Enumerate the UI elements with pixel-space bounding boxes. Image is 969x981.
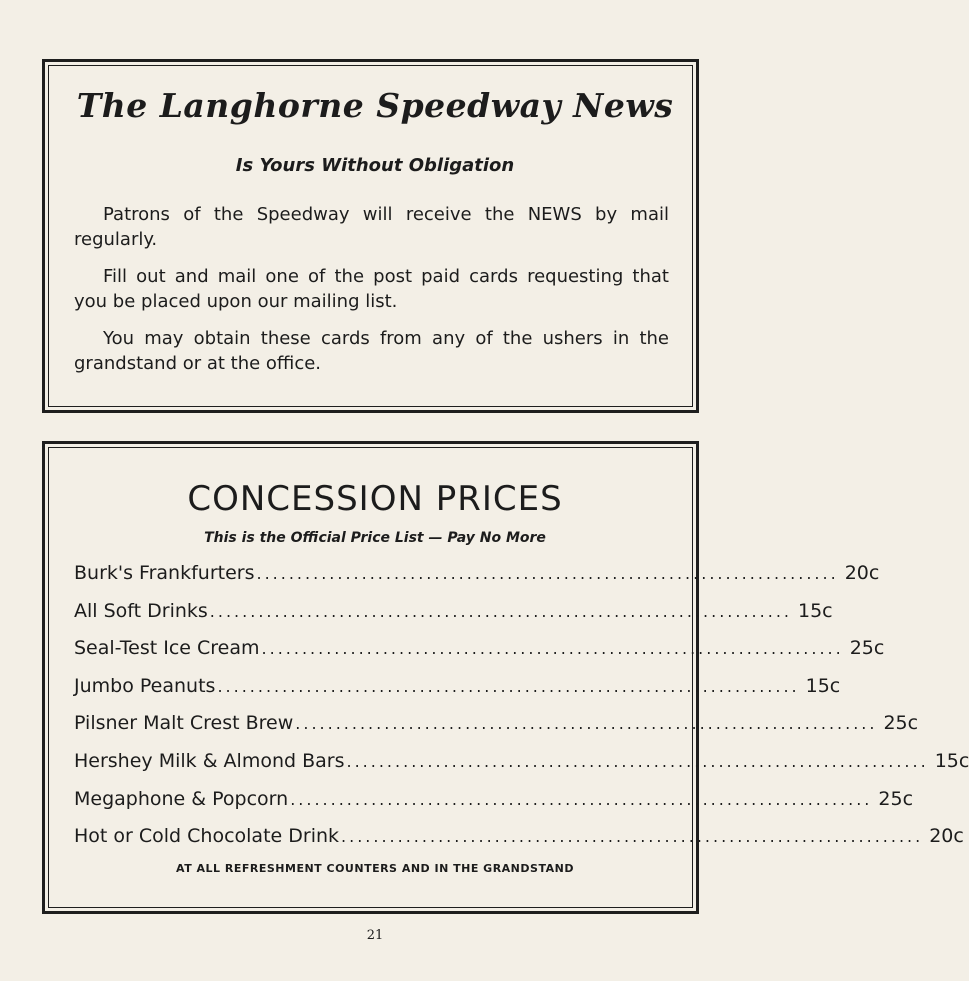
dot-leader: ........................................................................ <box>341 827 924 847</box>
item-name: Megaphone & Popcorn <box>74 787 289 810</box>
dot-leader: ........................................................................ <box>295 714 878 734</box>
item-name: Hot or Cold Chocolate Drink <box>74 825 340 848</box>
item-price: 15c <box>934 749 969 772</box>
price-row <box>74 825 964 863</box>
price-row <box>74 674 841 713</box>
price-row <box>74 599 833 638</box>
item-price: 25c <box>883 712 919 735</box>
item-price: 25c <box>878 787 914 810</box>
price-row <box>74 749 969 788</box>
concession-subtitle: This is the Official Price List — Pay No More <box>204 530 546 546</box>
dot-leader: ........................................................................ <box>209 601 792 621</box>
price-row <box>74 637 885 675</box>
item-name: Burk's Frankfurters <box>74 562 255 584</box>
dot-leader: ........................................................................ <box>261 639 844 659</box>
news-paragraph: Patrons of the Speedway will receive the NEWS by mail regularly. <box>74 204 669 250</box>
dot-leader: ........................................................................ <box>346 751 929 771</box>
item-price: 25c <box>849 637 885 660</box>
news-paragraph: You may obtain these cards from any of the ushers in the grandstand or at the office. <box>74 328 669 374</box>
item-price: 20c <box>844 562 880 584</box>
price-row <box>74 562 880 600</box>
concession-title: CONCESSION PRICES <box>187 479 563 519</box>
concession-footer: AT ALL REFRESHMENT COUNTERS AND IN THE GRANDSTAND <box>176 862 574 875</box>
item-price: 15c <box>805 674 841 697</box>
price-row <box>74 787 914 826</box>
item-name: Jumbo Peanuts <box>74 674 216 697</box>
dot-leader: ........................................................................ <box>217 676 800 696</box>
news-title: The Langhorne Speedway News <box>76 86 674 125</box>
news-paragraph: Fill out and mail one of the post paid cards requesting that you be placed upon our mailing list. <box>74 266 669 312</box>
item-name: Seal-Test Ice Cream <box>74 637 260 660</box>
news-subtitle: Is Yours Without Obligation <box>235 155 515 176</box>
item-name: Pilsner Malt Crest Brew <box>74 712 294 735</box>
item-price: 20c <box>929 825 964 848</box>
dot-leader: ........................................................................ <box>290 789 873 809</box>
price-list <box>74 562 969 863</box>
item-name: Hershey Milk & Almond Bars <box>74 749 345 772</box>
dot-leader: ........................................................................ <box>256 564 839 583</box>
item-name: All Soft Drinks <box>74 599 208 622</box>
price-row <box>74 712 919 750</box>
item-price: 15c <box>797 599 833 622</box>
page-number: 21 <box>366 928 384 943</box>
